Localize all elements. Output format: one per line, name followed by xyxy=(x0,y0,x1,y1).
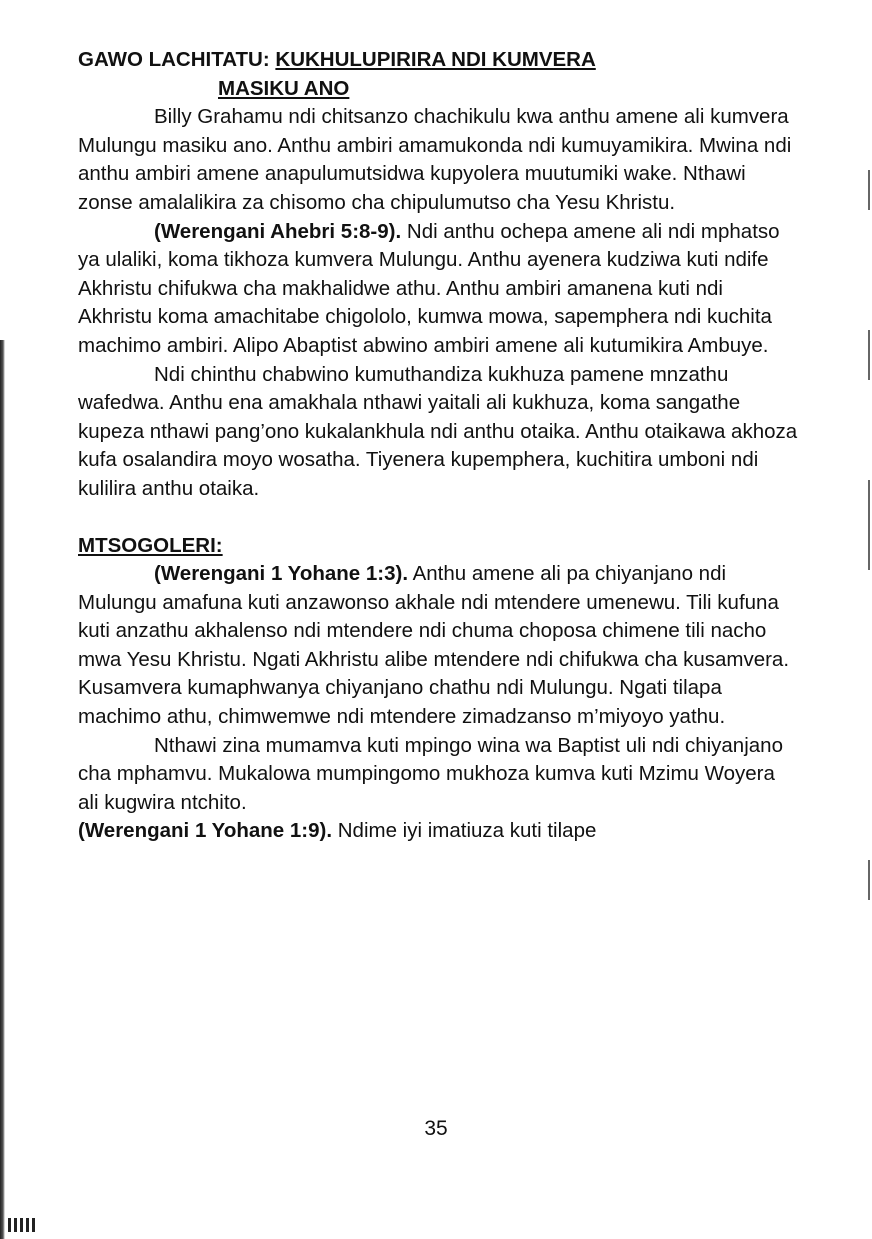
chapter-title-line2-row xyxy=(78,75,798,104)
paragraph xyxy=(78,817,798,846)
paragraph xyxy=(78,218,798,361)
scripture-reference: (Werengani 1 Yohane 1:3). xyxy=(154,562,409,586)
section-gap xyxy=(78,504,798,532)
chapter-title-line1: KUKHULUPIRIRA NDI KUMVERA xyxy=(275,48,596,71)
paragraph xyxy=(78,560,798,732)
chapter-heading xyxy=(78,46,798,75)
paragraph-text: Ndi anthu ochepa amene ali ndi mphatso ya ulaliki, koma tikhoza kumvera Mulungu. Anthu ayenera kudziwa kuti ndife Akhristu chifukwa cha makhalidwe athu. Anthu ambiri amanena kuti ndi Akhristu koma amachitabe chigololo, kumwa mowa, sapemphera ndi kuchita machimo ambiri. Alipo Abaptist abwino ambiri amene ali kutumikira Ambuye. xyxy=(78,219,780,357)
paragraph: Billy Grahamu ndi chitsanzo chachikulu kwa anthu amene ali kumvera Mulungu masiku ano. Anthu ambiri amamukonda ndi kumuyamikira. Mwina ndi anthu ambiri amene anapulumutsidwa kupyolera muutumiki wake. Nthawi zonse amalalikira za chisomo cha chipulumutso cha Yesu Khristu. xyxy=(78,105,792,214)
scripture-reference: (Werengani 1 Yohane 1:9). xyxy=(78,819,333,843)
scan-right-edge-mark xyxy=(868,170,870,210)
scan-right-edge-mark xyxy=(868,480,870,570)
chapter-label: GAWO LACHITATU: xyxy=(78,48,270,71)
paragraph-text: Ndime iyi imatiuza kuti tilape xyxy=(332,819,597,843)
scan-left-edge-shadow xyxy=(0,340,5,1239)
main-text xyxy=(78,46,798,846)
scan-right-edge-mark xyxy=(868,860,870,900)
paragraph-text: Anthu amene ali pa chiyanjano ndi Mulungu amafuna kuti anzawonso akhale ndi mtendere umenewu. Tili kufuna kuti anzathu akhalenso ndi mtendere ndi chuma choposa chimene tili nacho mwa Yesu Khristu. Ngati Akhristu alibe mtendere ndi chifukwa cha kusamvera. Kusamvera kumaphwanya chiyanjano chathu ndi Mulungu. Ngati tilapa machimo athu, chimwemwe ndi mtendere zimadzanso m’miyoyo yathu. xyxy=(78,562,790,729)
section-heading: MTSOGOLERI: xyxy=(78,533,223,557)
paragraph: Ndi chinthu chabwino kumuthandiza kukhuza pamene mnzathu wafedwa. Anthu ena amakhala nthawi yaitali ali kukhuza, koma sangathe kupeza nthawi pang’ono kukalankhula ndi anthu otaika. Anthu otaikawa akhoza kufa osalandira moyo wosatha. Tiyenera kupemphera, kuchitira umboni ndi kulilira anthu otaika. xyxy=(78,362,798,500)
scan-edge-mark xyxy=(8,1218,38,1232)
page-number: 35 xyxy=(424,1117,448,1140)
chapter-title-line2: MASIKU ANO xyxy=(218,76,350,100)
section-heading-row xyxy=(78,532,798,561)
scan-right-edge-mark xyxy=(868,330,870,380)
scripture-reference: (Werengani Ahebri 5:8-9). xyxy=(154,219,402,243)
paragraph: Nthawi zina mumamva kuti mpingo wina wa Baptist uli ndi chiyanjano cha mphamvu. Mukalowa mumpingomo mukhoza kumva kuti Mzimu Woyera ali kugwira ntchito. xyxy=(78,733,783,814)
